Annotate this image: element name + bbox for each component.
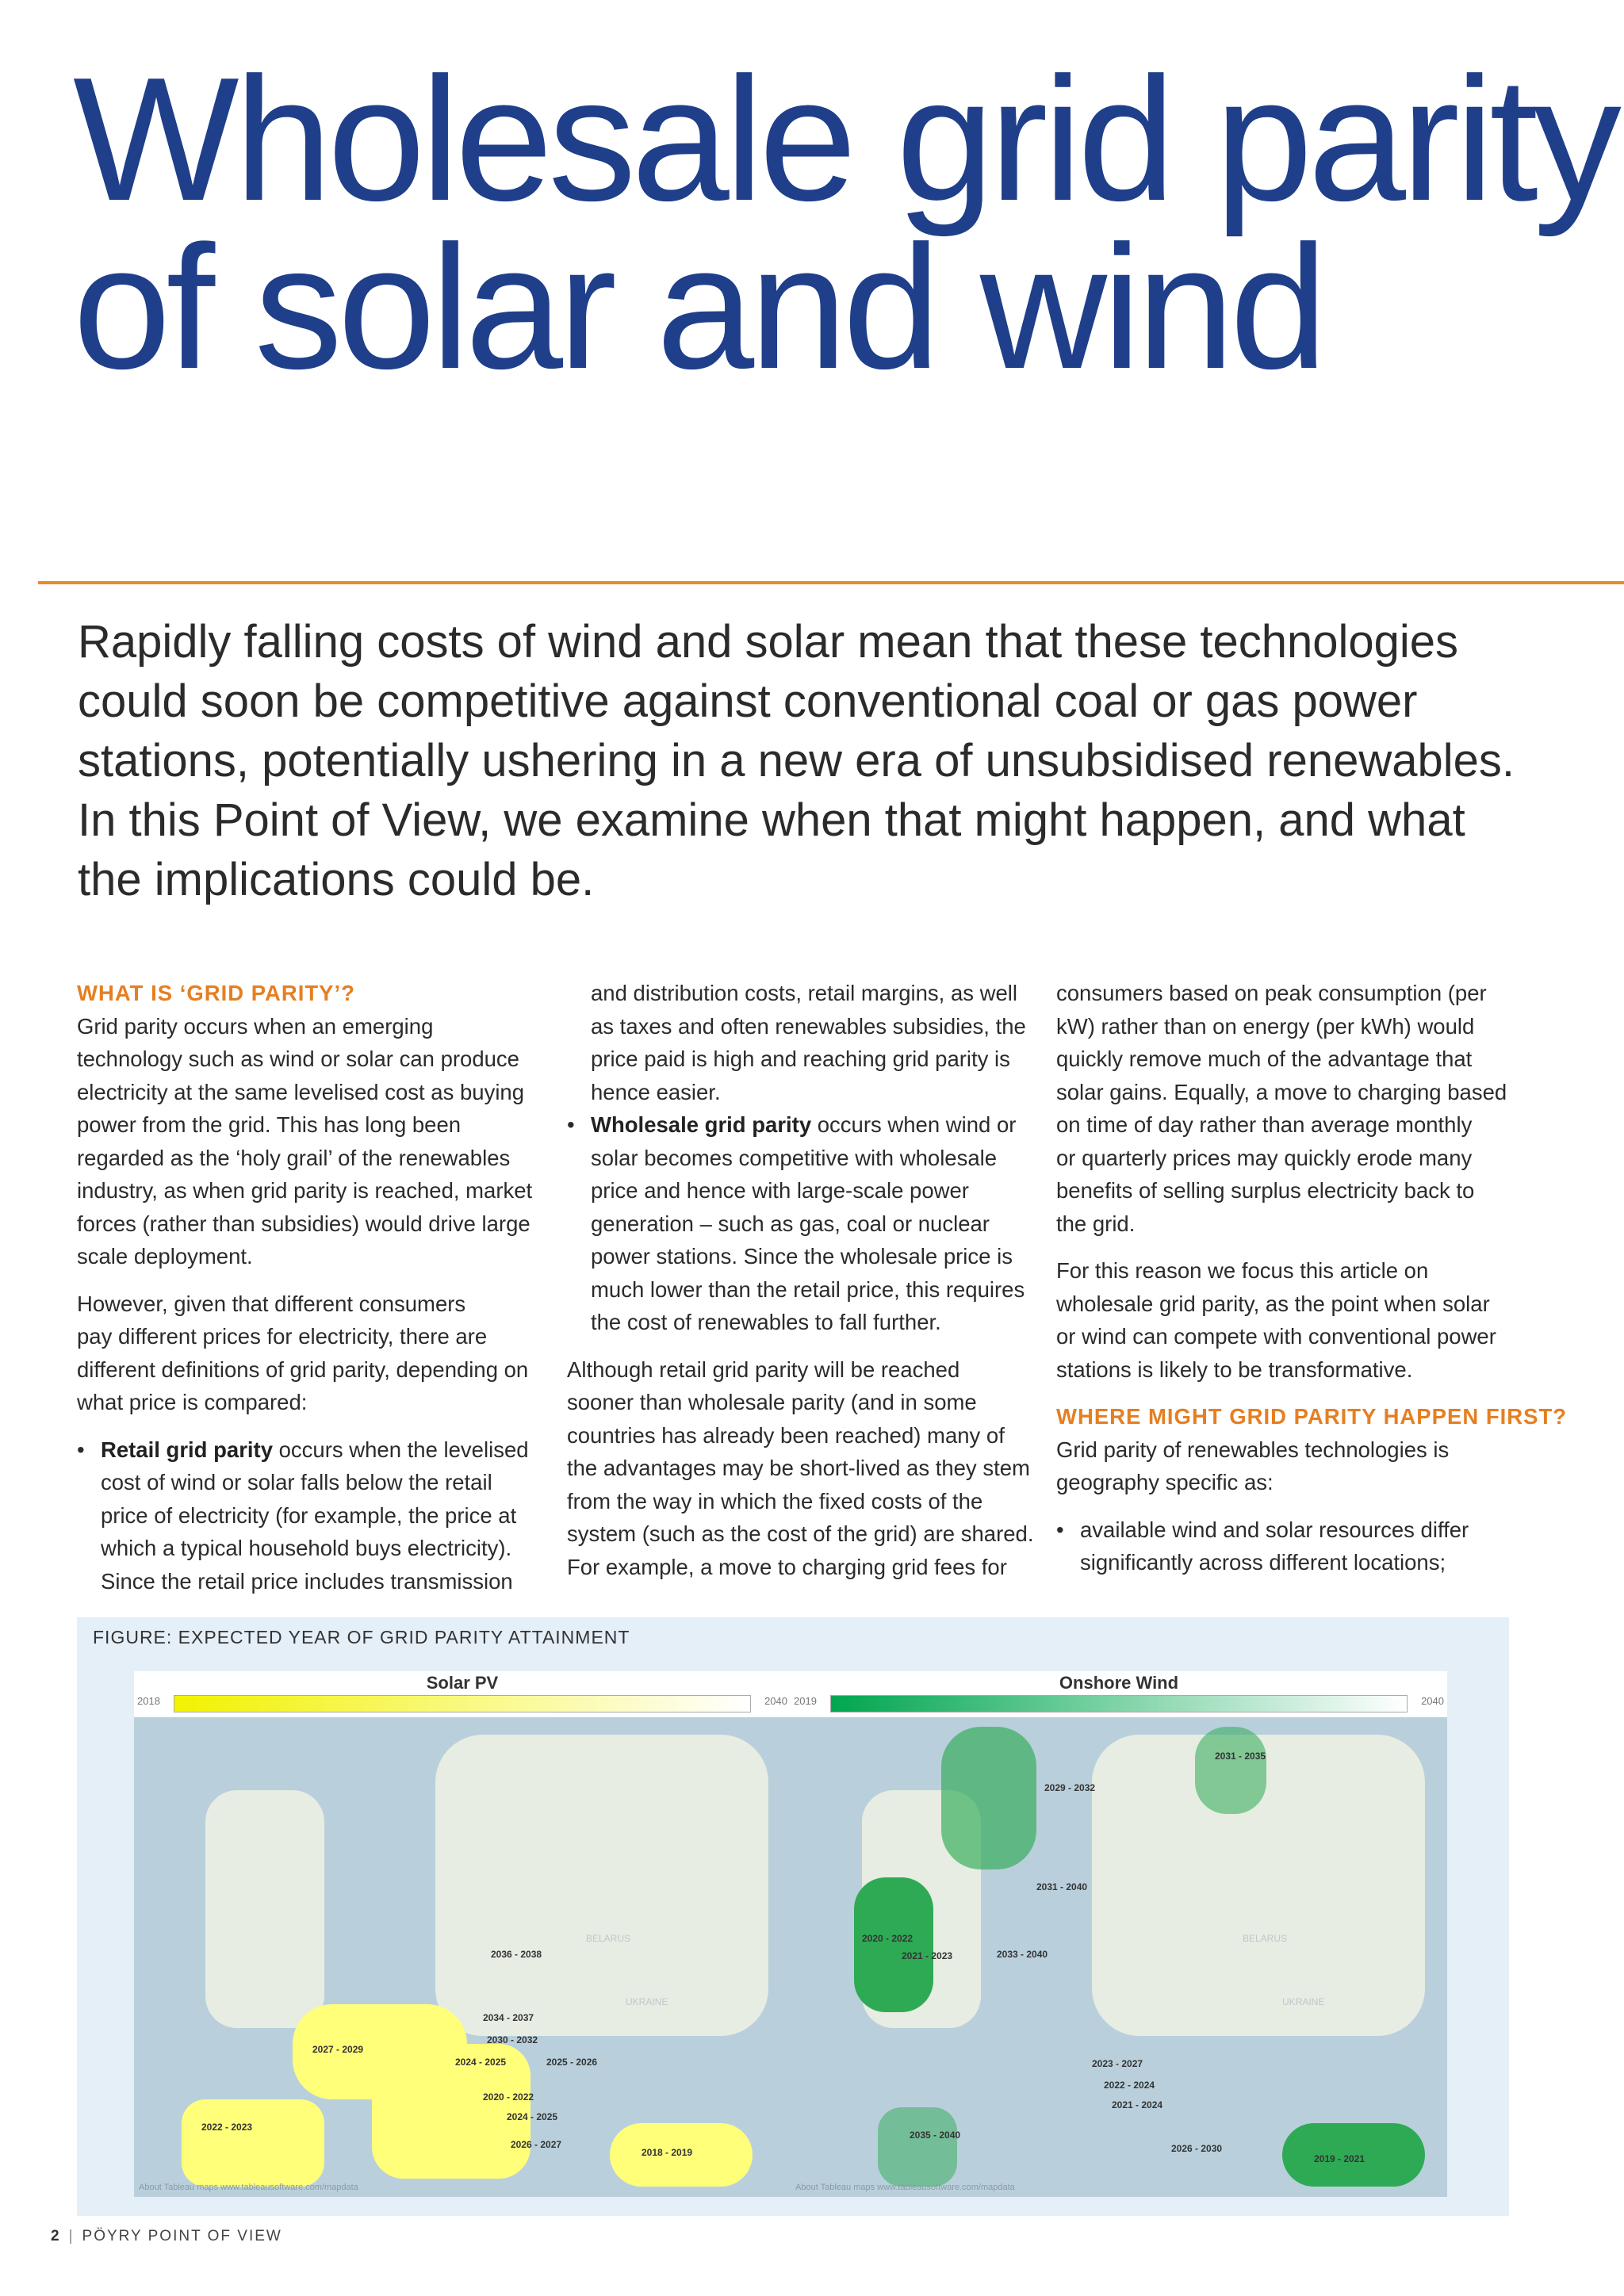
solar-parity-label: 2018 - 2019: [642, 2147, 693, 2158]
footer-label: PÖYRY POINT OF VIEW: [82, 2228, 282, 2244]
text-line: pay different prices for electricity, there are: [77, 1324, 488, 1349]
bullet-retail-grid-parity: [77, 1433, 545, 1598]
text-line: Grid parity occurs when an emerging: [77, 1013, 434, 1039]
map-country-iberia: [878, 2107, 957, 2187]
solar-legend-max: 2040: [764, 1695, 787, 1707]
solar-legend-area: [134, 1671, 791, 1717]
map-ghost-label: BELARUS: [1243, 1933, 1288, 1944]
wind-legend-area: [791, 1671, 1447, 1717]
wind-parity-label: 2019 - 2021: [1314, 2153, 1365, 2164]
text-line: price of electricity (for example, the price at: [101, 1502, 517, 1528]
text-line: technology such as wind or solar can produce: [77, 1047, 519, 1071]
term-retail-grid-parity: Retail grid parity: [101, 1437, 273, 1462]
wind-parity-label: 2035 - 2040: [910, 2130, 961, 2141]
solar-parity-label: 2030 - 2032: [487, 2034, 538, 2045]
solar-pv-map: [134, 1671, 791, 2197]
wind-legend-gradient: [830, 1695, 1408, 1712]
text-line: significantly across different locations;: [1080, 1550, 1446, 1575]
text-line: what price is compared:: [77, 1390, 308, 1414]
text-line: much lower than the retail price, this requires: [591, 1276, 1025, 1302]
text-line: the advantages may be short-lived as they stem: [567, 1456, 1030, 1480]
map-country-scandinavia: [941, 1727, 1036, 1869]
orange-divider: [38, 581, 1624, 584]
text-line: Grid parity of renewables technologies is: [1056, 1437, 1450, 1462]
solar-parity-label: 2024 - 2025: [507, 2111, 558, 2122]
wind-parity-label: 2031 - 2035: [1215, 1751, 1266, 1762]
text-line: sooner than wholesale parity (and in some: [567, 1390, 977, 1414]
text-line: countries has already been reached) many of: [567, 1422, 1005, 1448]
text-line: stations is likely to be transformative.: [1056, 1357, 1413, 1382]
lead-paragraph: [78, 612, 1584, 909]
paragraph: [1056, 1254, 1524, 1386]
solar-legend-gradient: [174, 1695, 751, 1712]
wind-legend-min: 2019: [794, 1695, 817, 1707]
map-country-iberia: [182, 2099, 324, 2187]
wind-parity-label: 2021 - 2023: [902, 1950, 953, 1961]
text-line: power stations. Since the wholesale price is: [591, 1244, 1013, 1269]
text-line: the cost of renewables to fall further.: [591, 1310, 941, 1334]
wind-parity-label: 2022 - 2024: [1104, 2080, 1155, 2091]
lead-line: Rapidly falling costs of wind and solar mean that these technologies: [78, 616, 1459, 668]
paragraph: [77, 1010, 545, 1273]
text-line: power from the grid. This has long been: [77, 1112, 462, 1137]
map-landmass: [435, 1735, 768, 2036]
text-line: or quarterly prices may quickly erode many: [1056, 1145, 1473, 1170]
solar-parity-label: 2022 - 2023: [201, 2122, 253, 2133]
solar-parity-label: 2026 - 2027: [511, 2139, 562, 2150]
text-line: which a typical household buys electricity).: [101, 1536, 512, 1560]
lead-line: the implications could be.: [78, 854, 595, 905]
paragraph: [1056, 977, 1524, 1240]
map-ghost-label: UKRAINE: [1282, 1996, 1325, 2007]
map-country-uk: [854, 1877, 933, 2012]
wind-parity-label: 2033 - 2040: [997, 1949, 1048, 1960]
wind-parity-label: 2026 - 2030: [1171, 2143, 1223, 2154]
text-line: benefits of selling surplus electricity back to: [1056, 1178, 1475, 1203]
map-ghost-label: BELARUS: [586, 1933, 631, 1944]
text-line: industry, as when grid parity is reached, market: [77, 1178, 533, 1203]
text-line: regarded as the ‘holy grail’ of the renewables: [77, 1145, 511, 1170]
paragraph: [1056, 1433, 1524, 1499]
text-line: as taxes and often renewables subsidies, the: [591, 1013, 1026, 1039]
map-landmass: [205, 1790, 324, 2028]
wind-parity-label: 2020 - 2022: [862, 1933, 914, 1944]
page-number: 2: [51, 2228, 61, 2244]
text-line: quickly remove much of the advantage that: [1056, 1047, 1473, 1071]
bullet-resources: [1056, 1513, 1524, 1579]
text-line: For this reason we focus this article on: [1056, 1258, 1429, 1283]
text-line: scale deployment.: [77, 1244, 253, 1269]
text-line: cost of wind or solar falls below the retail: [101, 1470, 492, 1494]
text-line: solar gains. Equally, a move to charging based: [1056, 1079, 1507, 1104]
text-line: on time of day rather than average monthly: [1056, 1112, 1473, 1137]
map-attribution: About Tableau maps www.tableausoftware.com/mapdata: [139, 2183, 358, 2192]
term-wholesale-grid-parity: Wholesale grid parity: [591, 1112, 812, 1137]
text-line: wholesale grid parity, as the point when solar: [1056, 1291, 1490, 1316]
text-line: and distribution costs, retail margins, as well: [591, 981, 1018, 1005]
paragraph: [567, 1353, 1035, 1584]
text-line: Since the retail price includes transmission: [101, 1568, 513, 1594]
lead-line: stations, potentially ushering in a new era of unsubsidised renewables.: [78, 735, 1515, 786]
text-line: For example, a move to charging grid fees for: [567, 1554, 1007, 1579]
text-line: kW) rather than on energy (per kWh) would: [1056, 1013, 1475, 1039]
wind-legend-max: 2040: [1421, 1695, 1444, 1707]
text-line: Although retail grid parity will be reached: [567, 1357, 960, 1382]
figure-caption: FIGURE: EXPECTED YEAR OF GRID PARITY ATTAINMENT: [93, 1627, 630, 1647]
title-line: of solar and wind: [73, 209, 1323, 406]
map-country-finland: [1195, 1727, 1266, 1814]
section-heading-grid-parity: WHAT IS ‘GRID PARITY’?: [77, 981, 355, 1005]
text-column-2: [567, 977, 1035, 1583]
text-line: hence easier.: [591, 1079, 721, 1104]
text-line: forces (rather than subsidies) would drive large: [77, 1211, 530, 1236]
solar-parity-label: 2025 - 2026: [546, 2057, 598, 2068]
text-run: occurs when wind or: [811, 1112, 1017, 1137]
text-line: geography specific as:: [1056, 1470, 1274, 1494]
lead-line: could soon be competitive against conventional coal or gas power: [78, 675, 1418, 727]
wind-parity-label: 2023 - 2027: [1092, 2058, 1143, 2069]
footer-separator: |: [68, 2228, 75, 2244]
page-footer: [51, 2228, 282, 2245]
figure-grid-parity-maps: [77, 1617, 1509, 2216]
solar-parity-label: 2034 - 2037: [483, 2012, 534, 2023]
bullet-mark: •: [77, 1437, 85, 1462]
bullet-mark: •: [567, 1112, 575, 1137]
text-line: consumers based on peak consumption (per: [1056, 981, 1487, 1005]
map-ghost-label: UKRAINE: [626, 1996, 668, 2007]
text-line: electricity at the same levelised cost as buying: [77, 1079, 525, 1104]
text-line: price and hence with large-scale power: [591, 1178, 969, 1203]
text-line: the grid.: [1056, 1211, 1136, 1236]
onshore-wind-map: [791, 1671, 1447, 2197]
text-run: occurs when the levelised: [273, 1437, 529, 1462]
solar-parity-label: 2027 - 2029: [312, 2044, 364, 2055]
text-line: However, given that different consumers: [77, 1291, 466, 1316]
wind-parity-label: 2021 - 2024: [1112, 2099, 1163, 2110]
maps-container: [134, 1671, 1447, 2197]
text-line: solar becomes competitive with wholesale: [591, 1145, 998, 1170]
section-heading-where-first: WHERE MIGHT GRID PARITY HAPPEN FIRST?: [1056, 1404, 1568, 1429]
wind-parity-label: 2031 - 2040: [1036, 1881, 1088, 1892]
solar-parity-label: 2024 - 2025: [455, 2057, 507, 2068]
text-line: price paid is high and reaching grid parity is: [591, 1047, 1010, 1071]
bullet-continuation: [567, 977, 1035, 1108]
wind-parity-label: 2029 - 2032: [1044, 1782, 1096, 1793]
map-attribution: About Tableau maps www.tableausoftware.com/mapdata: [795, 2183, 1015, 2192]
page-title: [73, 41, 1617, 406]
lead-line: In this Point of View, we examine when that might happen, and what: [78, 794, 1465, 846]
text-line: from the way in which the fixed costs of the: [567, 1488, 983, 1513]
title-line: Wholesale grid parity: [73, 41, 1617, 238]
text-line: system (such as the cost of the grid) are shared.: [567, 1521, 1034, 1546]
solar-parity-label: 2020 - 2022: [483, 2091, 534, 2103]
paragraph: [77, 1288, 545, 1419]
text-line: different definitions of grid parity, depending on: [77, 1357, 529, 1382]
onshore-wind-title: Onshore Wind: [1059, 1673, 1179, 1693]
solar-pv-title: Solar PV: [426, 1673, 499, 1693]
text-column-3: [1056, 977, 1568, 1579]
text-line: generation – such as gas, coal or nuclear: [591, 1211, 990, 1236]
text-line: available wind and solar resources differ: [1080, 1517, 1469, 1542]
text-column-1: [77, 977, 545, 1598]
text-line: or wind can compete with conventional power: [1056, 1324, 1496, 1349]
solar-parity-label: 2036 - 2038: [491, 1949, 542, 1960]
bullet-wholesale-grid-parity: [567, 1108, 1035, 1339]
bullet-mark: •: [1056, 1517, 1064, 1542]
solar-legend-min: 2018: [137, 1695, 160, 1707]
